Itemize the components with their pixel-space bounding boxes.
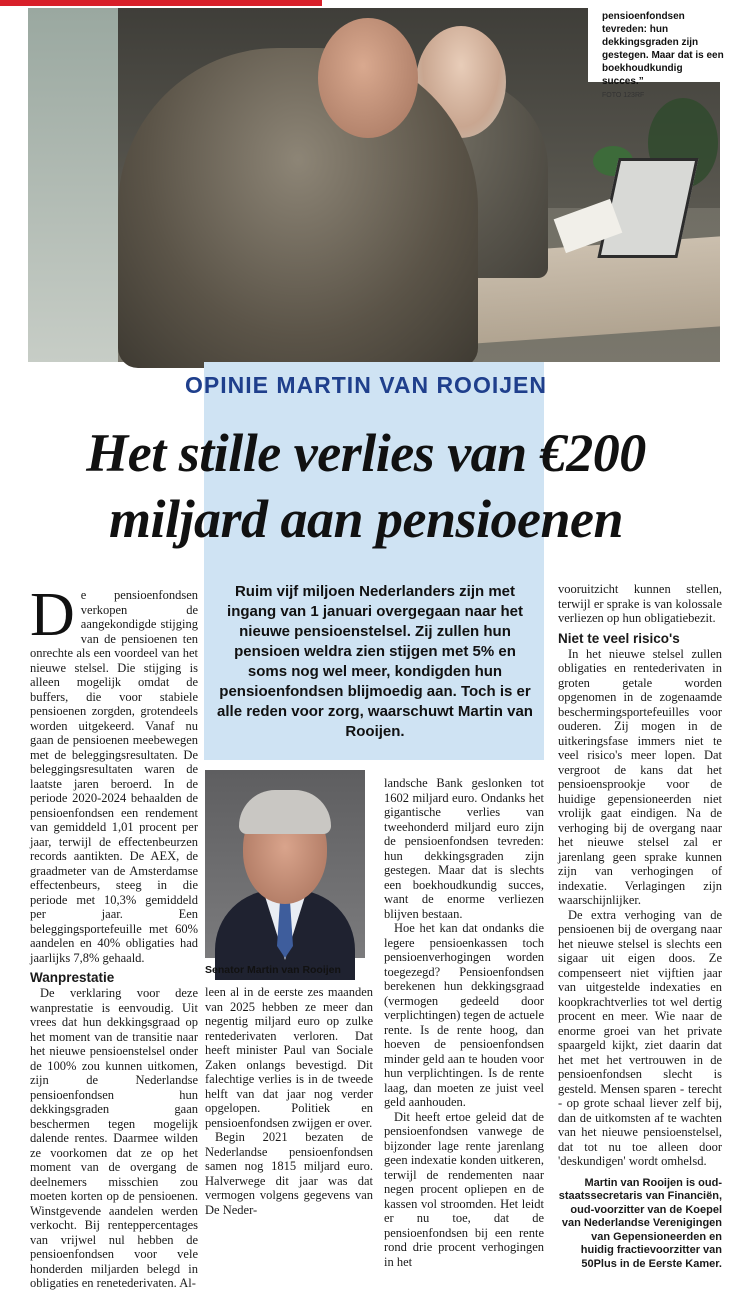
subhead-wanprestatie: Wanprestatie [30,970,115,985]
column-1 [30,581,198,1291]
lead-paragraph: Ruim vijf miljoen Nederlanders zijn met ingang van 1 januari overgegaan naar het nieuwe pensioenstelsel. Zij zullen hun pensioen weldra zien stijgen met 5% en soms nog wel meer, kondigden hun pensioenfondsen blijmoedig aan. Toch is er alle reden voor zorg, waarschuwt Martin van Rooijen. [217,583,533,740]
author-portrait [205,770,365,958]
subhead-risico: Niet te veel risico's [558,630,680,646]
paragraph-3: leen al in de eerste zes maanden van 2025 hebben ze meer dan negentig miljard euro op zulke rentederivaten verloren. Dat heeft minister Paul van Sociale Zaken onlangs bevestigd. Dit falechtige verlies is in de tweede helft van dat jaar nog verder opgelopen. Politiek en pensioenfondsen zwijgen er over. [205,985,373,1130]
photo-credit: FOTO 123RF [602,92,645,99]
paragraph-5: landsche Bank geslonken tot 1602 miljard euro. Ondanks het gigantische verlies van tweehonderd miljard euro zijn de pensioenfondsen tevreden: hun dekkingsgraden zijn gestegen. Maar dat is slechts een boekhoudkundig succes, want de enorme verliezen blijven bestaan. [384,776,544,921]
photo-caption: pensioenfondsen tevreden: hun dekkingsgraden zijn gestegen. Maar dat is een boekhoudkundig succes.” [602,11,724,87]
paragraph-9: In het nieuwe stelsel zullen obligaties en rentederivaten in groten getale worden opgenomen in de zogenaamde beschermingsportefeuilles voor ouderen. Zij mogen in de uitkeringsfase immers niet te veel risico's meer lopen. Dat vergroot de kans dat het pensioensprookje voor de huidige gepensioneerden niet vrolijk gaat eindigen. Na de verhoging bij de overgang naar het nieuwe stelsel zal er jarenlang geen sprake kunnen zijn van verhogingen of indexatie. Verlagingen zijn waarschijnlijker. [558,646,722,907]
paragraph-4: Begin 2021 bezaten de Nederlandse pensioenfondsen samen nog 1815 miljard euro. Halverwege dit jaar was dat vermogen volgens gegevens van De Neder- [205,1130,373,1217]
paragraph-8: vooruitzicht kunnen stellen, terwijl er sprake is van kolossale verliezen op hun obligatiebezit. [558,582,722,625]
author-bio: Martin van Rooijen is oud-staatssecretaris van Financiën, oud-voorzitter van de Koepel van Nederlandse Verenigingen van Gepensioneerden en huidig fractievoorzitter van 50Plus in de Eerste Kamer. [558,1176,722,1270]
paragraph-2: De verklaring voor deze wanprestatie is eenvoudig. Uit vrees dat hun dekkingsgraad op het moment van de transitie naar het nieuwe pensioenstelsel onder de 100% zou kunnen uitkomen, zijn de Nederlandse pensioenfondsen hun dekkingsgraden gaan beschermen tegen mogelijk dalende rentes. Daarmee wilden ze voorkomen dat ze op het moment van de overgang de deelnemers misschien zou moeten korten op de pensioenen. Winstgevende aandelen werden verkocht. Bij renteppercentages van vrijwel nul hebben de pensioenfondsen voor vele honderden miljarden belegd in obligaties en renetederivaten. Al- [30,986,198,1290]
paragraph-7: Dit heeft ertoe geleid dat de pensioenfondsen vanwege de bijzonder lage rente jarenlang geen indexatie konden uitkeren, terwijl de rendementen naar negen procent opliepen en de kassen vol stroomden. Het leidt er nu toe, dat de pensioenfondsen bij een rente rond drie procent verhogingen in het [384,1109,544,1269]
portrait-caption: Senator Martin van Rooijen [205,964,341,976]
column-4 [558,582,722,1271]
paragraph-1: e pensioenfondsen verkopen de aangekondigde stijging van de pensioenen ten onrechte als een voordeel van het nieuwe stelsel. Die stijging is alleen mogelijk omdat de buffers, die voor stabiele pensioenen zorgden, grotendeels worden uitgekeerd. Vanaf nu gaan de pensioenen meebewegen met de beleggingsresultaten. De beleggingsresultaten waren de laatste jaren beroerd. In de periode 2020-2024 behaalden de pensioenfondsen een rendement van gemiddeld 1,01 procent per jaar, terwijl de effectenbeurzen records aantikten. De AEX, de graadmeter van de Amsterdamse effectenbeurs, steeg in die periode met 10,3% gemiddeld per jaar. Een beleggingsportefeuille met 60% aandelen en 40% obligaties had jaarlijks 7,8% gehaald. [30,588,198,965]
hero-photo [28,8,724,362]
top-color-bar [0,0,732,6]
column-3 [384,776,544,1269]
headline-line-1: Het stille verlies van €200 [86,423,646,483]
paragraph-6: Hoe het kan dat ondanks die legere pensioenkassen toch pensioenverhogingen worden toegezegd? Pensioenfondsen berekenen hun dekkingsgraad (vermogen gedeeld door verplichtingen) tegen de actuele rente. Is de rente hoog, dan hoeven de pensioenfondsen minder geld aan te houden voor hun verplichtingen. Is de rente laag, dan moeten ze juist veel geld aanhouden. [384,921,544,1109]
headline [10,420,722,552]
column-2 [205,985,373,1217]
kicker: OPINIE MARTIN VAN ROOIJEN [185,372,547,398]
paragraph-10: De extra verhoging van de pensioenen bij de overgang naar het nieuwe stelsel is slechts een sigaar uit eigen doos. Ze compenseert niet vijftien jaar van uitgestelde indexaties en koopkrachtverlies tot wel dertig procent en meer. Wie naar de enorme groei van het private spaargeld kijkt, ziet daarin dat het met het vertrouwen in de pensioenfondsen slecht is gesteld. Mensen sparen - terecht - op grote schaal liever zelf bij, dan de uitkomsten af te wachten van het nieuwe pensioenstelsel, dat tot nu toe alleen door 'deskundigen' wordt omhelsd. [558,907,722,1168]
drop-cap: D [30,581,75,649]
photo-caption-box [588,8,734,99]
man-figure [118,48,478,368]
headline-line-2: miljard aan pensioenen [108,489,624,549]
red-accent-bar [0,0,322,6]
